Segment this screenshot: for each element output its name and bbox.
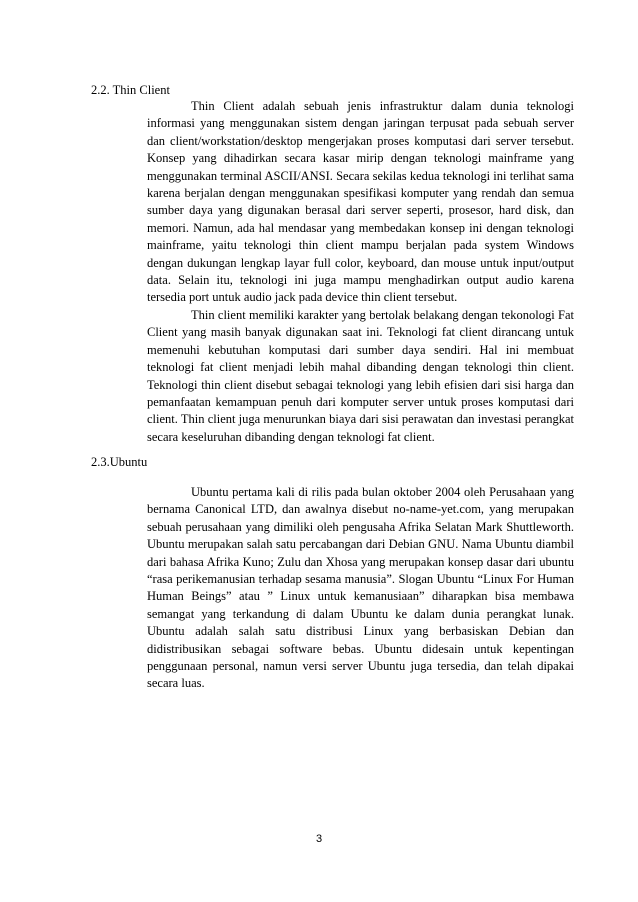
section-body-ubuntu	[147, 484, 574, 693]
section-body-thin-client	[147, 98, 574, 446]
paragraph-ubuntu-history: Ubuntu pertama kali di rilis pada bulan oktober 2004 oleh Perusahaan yang bernama Canonical LTD, dan awalnya disebut no-name-yet.com, yang merupakan sebuah perusahaan yang dimiliki oleh pengusaha Afrika Selatan Mark Shuttleworth. Ubuntu merupakan salah satu percabangan dari Debian GNU. Nama Ubuntu diambil dari bahasa Afrika Kuno; Zulu dan Xhosa yang merupakan konsep dasar dari ubuntu “rasa perikemanusian terhadap sesama manusia”. Slogan Ubuntu “Linux For Human Human Beings” atau ” Linux untuk kemanusiaan” diharapkan bisa membawa semangat yang terkandung di dalam Ubuntu ke dalam dunia perangkat lunak. Ubuntu adalah salah satu distribusi Linux yang berbasiskan Debian dan didistribusikan sebagai software bebas. Ubuntu didesain untuk kepentingan penggunaan personal, namun versi server Ubuntu juga tersedia, dan telah dipakai secara luas.	[147, 485, 574, 691]
page-number: 3	[315, 833, 323, 845]
paragraph-thin-vs-fat-client: Thin client memiliki karakter yang bertolak belakang dengan tekonologi Fat Client yang masih banyak digunakan saat ini. Teknologi fat client dirancang untuk memenuhi kebutuhan komputasi dari sumber daya sendiri. Hal ini membuat teknologi fat client menjadi lebih mahal dibanding dengan teknologi thin client. Teknologi thin client disebut sebagai teknologi yang lebih efisien dari sisi harga dan pemanfaatan kemampuan penuh dari komputer server untuk proses komputasi dari client. Thin client juga menurunkan biaya dari sisi perawatan dan investasi perangkat secara keseluruhan dibanding dengan teknologi fat client.	[147, 307, 574, 444]
section-heading-ubuntu: 2.3.Ubuntu	[91, 455, 148, 469]
section-heading-thin-client: 2.2. Thin Client	[91, 83, 170, 97]
paragraph-thin-client-definition: Thin Client adalah sebuah jenis infrastruktur dalam dunia teknologi informasi yang menggunakan sistem dengan jaringan terpusat pada sebuah server dan client/workstation/desktop mengerjakan proses komputasi dari server tersebut. Konsep yang dihadirkan secara kasar mirip dengan teknologi mainframe yang menggunakan terminal ASCII/ANSI. Secara sekilas kedua teknologi ini terlihat sama karena berjalan dengan menggunakan spesifikasi komputer yang rendah dan semua sumber daya yang digunakan berasal dari server seperti, prosesor, hard disk, dan memori. Namun, ada hal mendasar yang membedakan konsep ini dengan teknologi mainframe, yaitu teknologi thin client mampu berjalan pada system Windows dengan dukungan lengkap layar full color, keyboard, dan mouse untuk input/output data. Selain itu, teknologi ini juga mampu menghadirkan output audio karena tersedia port untuk audio jack pada device thin client tersebut.	[147, 99, 574, 305]
